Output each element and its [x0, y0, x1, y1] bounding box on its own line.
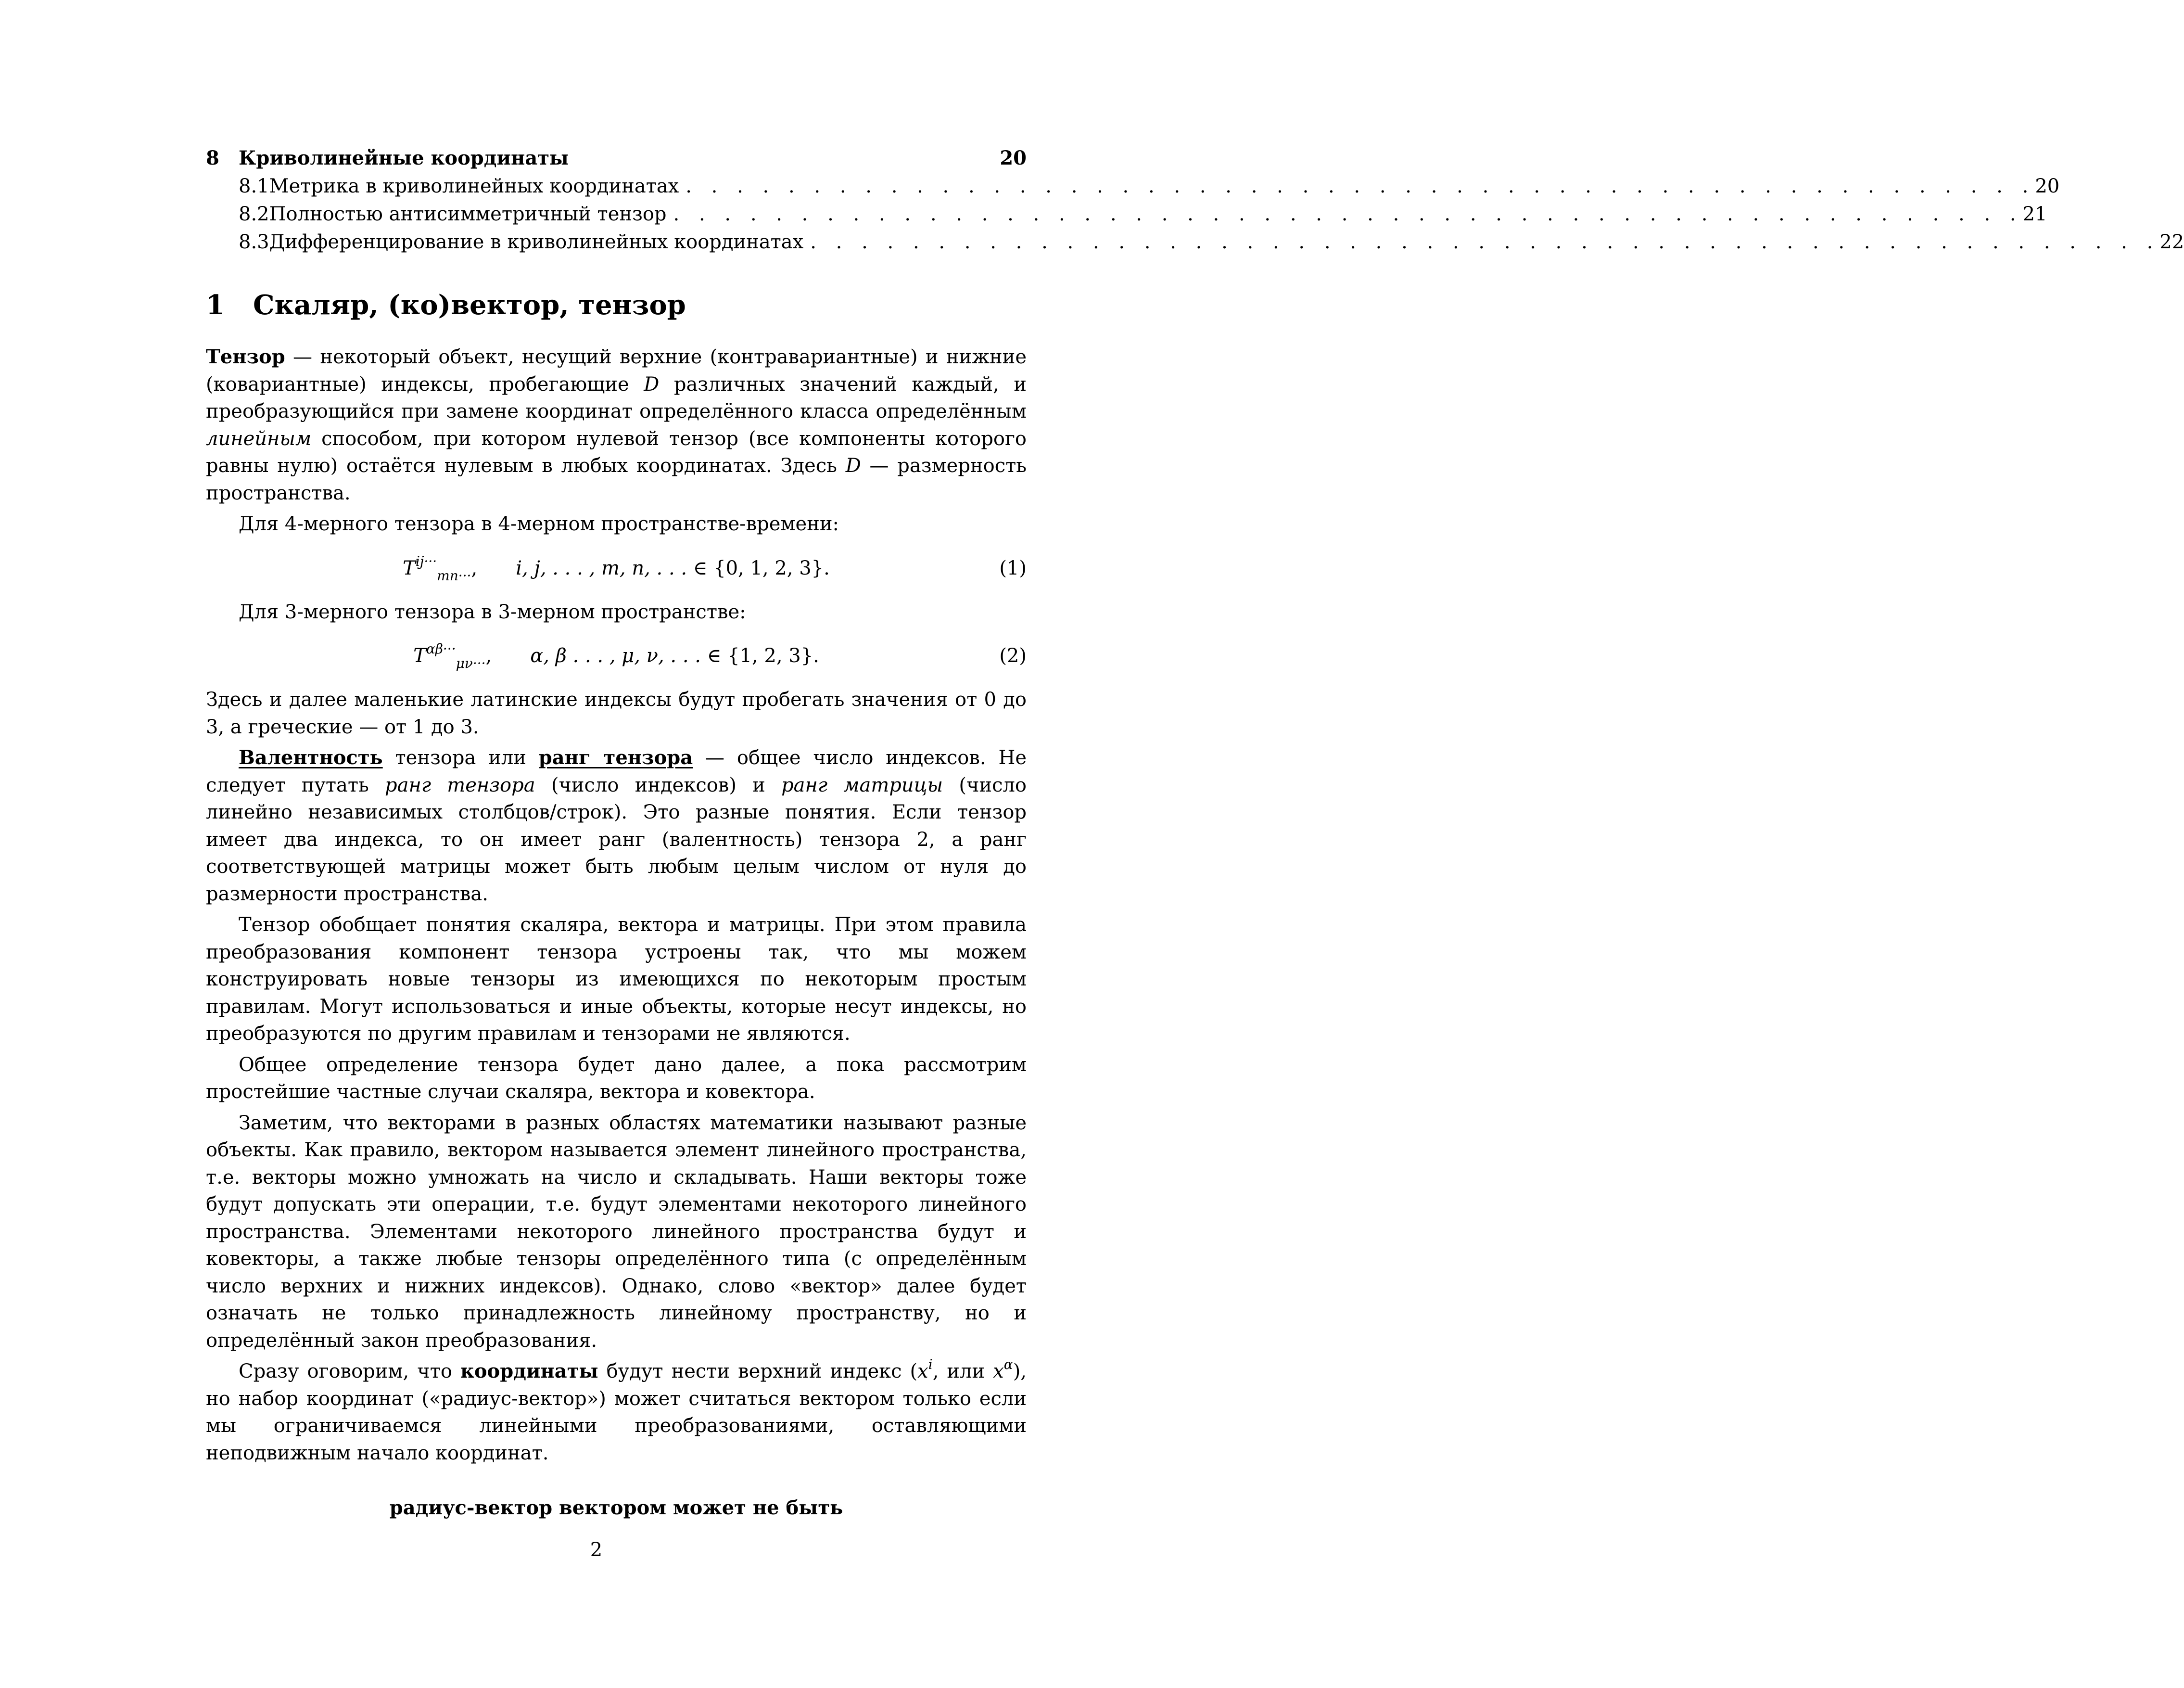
- toc-subsection-page: 22: [2159, 231, 2184, 253]
- math-D: D: [845, 455, 861, 477]
- equation-number: (1): [999, 557, 1027, 579]
- text-span: — размерность пространства.: [206, 455, 1027, 504]
- toc-subsection-title: Метрика в криволинейных координатах: [269, 175, 679, 197]
- text-span: способом, при котором нулевой тензор (все компоненты которого равны нулю) остаётся нулевым в любых координатах. Здесь: [206, 427, 1027, 477]
- math-x: x: [993, 1360, 1004, 1382]
- toc-subsection-title: Дифференцирование в криволинейных координатах: [269, 231, 804, 253]
- page-number: 2: [590, 1539, 603, 1561]
- text-span: тензора или: [382, 747, 539, 769]
- math-D: D: [644, 373, 660, 396]
- equation-1: [206, 547, 1027, 593]
- term-valence: Валентность: [239, 746, 383, 769]
- toc-leader-dots: . . . . . . . . . . . . . . . . . . . . . . . . . . . . . . . . . . . . . . . . . . . . . . . . . . . . .: [673, 203, 2023, 225]
- math-T: T: [413, 645, 426, 667]
- equation-content: [206, 553, 1027, 584]
- toc-section-title: Криволинейные координаты: [239, 147, 569, 169]
- math-subscript: μν···: [456, 655, 486, 671]
- centered-bold-statement: радиус-вектор вектором может не быть: [389, 1496, 843, 1519]
- paragraph-3d-intro: Для 3-мерного тензора в 3-мерном пространстве:: [239, 601, 746, 623]
- paragraph-tensor-definition: [206, 344, 1027, 507]
- toc-subsection-8-2[interactable]: [206, 200, 2047, 228]
- text-span: ), но набор координат («радиус-вектор») может считаться вектором только если мы ограничиваемся линейными преобразованиями, оставляющими неподвижным начало координат.: [206, 1360, 1027, 1464]
- text-span: будут нести верхний индекс (: [598, 1360, 918, 1382]
- toc-section-8[interactable]: [206, 144, 1027, 172]
- text-span: — некоторый объект, несущий верхние (контравариантные) и нижние (ковариантные) индексы, пробегающие: [206, 346, 1027, 396]
- toc-subsection-number: 8.1: [239, 175, 269, 197]
- equation-number: (2): [999, 645, 1027, 667]
- paragraph-index-convention: Здесь и далее маленькие латинские индексы будут пробегать значения от 0 до 3, а греческие — от 1 до 3.: [206, 689, 1027, 738]
- toc-subsection-number: 8.2: [239, 203, 269, 225]
- emphasis-linear: линейным: [206, 427, 312, 450]
- math-x: x: [917, 1360, 928, 1382]
- paragraph-general-definition: Общее определение тензора будет дано далее, а пока рассмотрим простейшие частные случаи скаляра, вектора и ковектора.: [206, 1053, 1027, 1103]
- section-title: Скаляр, (ко)вектор, тензор: [253, 289, 686, 321]
- text-span: (число линейно независимых столбцов/строк). Это разные понятия. Если тензор имеет два индекса, то он имеет ранг (валентность) тензора 2, а ранг соответствующей матрицы может быть любым целым числом от нуля до размерности пространства.: [206, 774, 1027, 905]
- math-superscript: ij···: [415, 553, 437, 569]
- toc-subsection-page: 20: [2035, 175, 2060, 197]
- toc-section-number: 8: [206, 147, 219, 169]
- toc-leader-dots: . . . . . . . . . . . . . . . . . . . . . . . . . . . . . . . . . . . . . . . . . . . . . . . . . . . . .: [810, 231, 2160, 253]
- paragraph-4d-intro: Для 4-мерного тензора в 4-мерном пространстве-времени:: [239, 513, 839, 535]
- math-T: T: [403, 557, 416, 579]
- paragraph-coordinates: [206, 1358, 1027, 1467]
- math-index-vars: α, β . . . , μ, ν, . . .: [530, 645, 701, 667]
- toc-section-page: 20: [1000, 147, 1027, 169]
- math-subscript: mn···: [437, 567, 471, 584]
- paragraph-valence: [206, 744, 1027, 908]
- paragraph-vectors-note: Заметим, что векторами в разных областях математики называют разные объекты. Как правило, вектором называется элемент линейного пространства, т.е. векторы можно умножать на число и складывать. Наши векторы тоже будут допускать эти операции, т.е. будут элементами некоторого линейного пространства. Элементами некоторого линейного пространства будут и ковекторы, а также любые тензоры определённого типа (с определённым число верхних и нижних индексов). Однако, слово «вектор» далее будет означать не только принадлежность линейному пространству, но и определённый закон преобразования.: [206, 1112, 1027, 1352]
- math-index-vars: i, j, . . . , m, n, . . .: [516, 557, 687, 579]
- math-comma: ,: [485, 645, 492, 667]
- emphasis-tensor-rank: ранг тензора: [385, 774, 535, 796]
- section-heading: [206, 286, 1027, 324]
- text-span: различных значений каждый, и преобразующийся при замене координат определённого класса определённым: [206, 373, 1027, 422]
- text-span: (число индексов) и: [535, 774, 782, 796]
- toc-subsection-8-3[interactable]: [206, 228, 2184, 256]
- math-superscript: αβ···: [426, 641, 456, 657]
- page-body: [206, 144, 2184, 1522]
- math-index-set: ∈ {0, 1, 2, 3}.: [687, 557, 830, 579]
- equation-2: [206, 634, 1027, 680]
- math-comma: ,: [471, 557, 478, 579]
- term-tensor-rank: ранг тензора: [538, 746, 693, 769]
- emphasis-matrix-rank: ранг матрицы: [781, 774, 943, 796]
- math-superscript: α: [1003, 1356, 1013, 1372]
- toc-leader-dots: . . . . . . . . . . . . . . . . . . . . . . . . . . . . . . . . . . . . . . . . . . . . . . . . . . . . .: [686, 175, 2035, 197]
- section-number: 1: [206, 289, 225, 321]
- toc-subsection-page: 21: [2022, 203, 2047, 225]
- toc-subsection-8-1[interactable]: [206, 172, 2060, 200]
- text-span: — общее число индексов. Не следует путать: [206, 747, 1027, 796]
- paragraph-generalization: Тензор обобщает понятия скаляра, вектора и матрицы. При этом правила преобразования компонент тензора устроены так, что мы можем конструировать новые тензоры из имеющихся по некоторым простым правилам. Могут использоваться и иные объекты, которые несут индексы, но преобразуются по другим правилам и тензорами не являются.: [206, 914, 1027, 1045]
- math-index-set: ∈ {1, 2, 3}.: [701, 645, 819, 667]
- text-span: , или: [932, 1360, 993, 1382]
- toc-subsection-title: Полностью антисимметричный тензор: [269, 203, 667, 225]
- term-coordinates: координаты: [460, 1360, 598, 1382]
- math-superscript: i: [928, 1356, 933, 1372]
- text-span: Сразу оговорим, что: [239, 1360, 460, 1382]
- toc-subsection-number: 8.3: [239, 231, 269, 253]
- term-tensor: Тензор: [206, 345, 285, 368]
- equation-content: [206, 641, 1027, 671]
